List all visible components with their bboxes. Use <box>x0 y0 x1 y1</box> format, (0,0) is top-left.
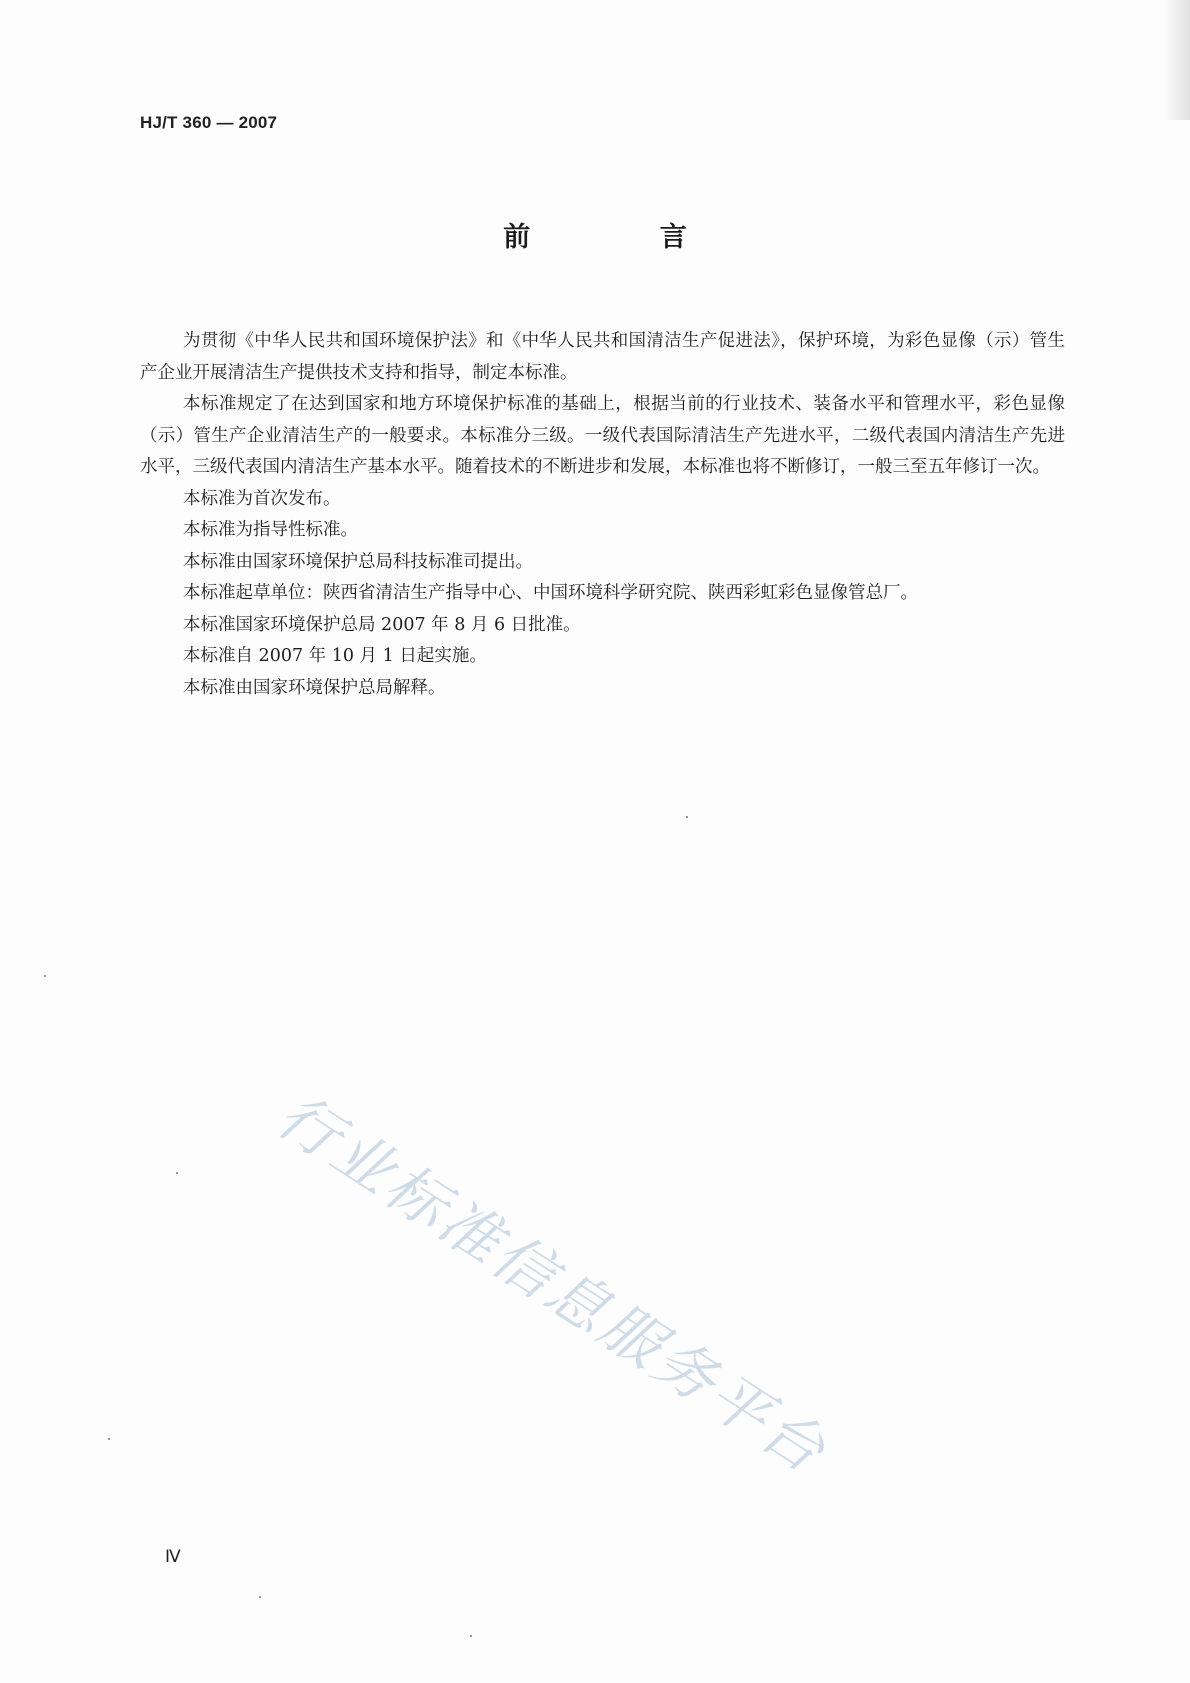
paragraph-guidance: 本标准为指导性标准。 <box>183 520 358 540</box>
foreword-body <box>140 326 1065 704</box>
page-number: Ⅳ <box>165 1547 181 1566</box>
paragraph-proposer: 本标准由国家环境保护总局科技标准司提出。 <box>183 551 533 572</box>
paragraph-approval: 本标准国家环境保护总局 2007 年 8 月 6 日批准。 <box>183 614 581 635</box>
paragraph-scope: 本标准规定了在达到国家和地方环境保护标准的基础上，根据当前的行业技术、装备水平和管理水平，彩色显像（示）管生产企业清洁生产的一般要求。本标准分三级。一级代表国际清洁生产先进水平，二级代表国内清洁生产先进水平，三级代表国内清洁生产基本水平。随着技术的不断进步和发展，本标准也将不断修订，一般三至五年修订一次。 <box>140 394 1065 477</box>
scan-speck <box>176 1172 178 1174</box>
scan-speck <box>686 816 688 818</box>
page-title: 前 言 <box>503 222 747 253</box>
scan-edge-shadow <box>1164 0 1190 120</box>
paragraph-effective-date: 本标准自 2007 年 10 月 1 日起实施。 <box>183 646 487 666</box>
paragraph-drafters: 本标准起草单位：陕西省清洁生产指导中心、中国环境科学研究院、陕西彩虹彩色显像管总厂。 <box>183 583 918 603</box>
scan-speck <box>108 1438 110 1440</box>
scan-speck <box>259 1596 261 1598</box>
watermark: 行业标准信息服务平台 <box>264 1080 840 1489</box>
standard-code: HJ/T 360 — 2007 <box>140 113 278 132</box>
scan-speck <box>470 1635 472 1637</box>
scan-speck <box>44 975 46 977</box>
paragraph-interpretation: 本标准由国家环境保护总局解释。 <box>183 677 446 698</box>
paragraph-purpose: 为贯彻《中华人民共和国环境保护法》和《中华人民共和国清洁生产促进法》，保护环境，为彩色显像（示）管生产企业开展清洁生产提供技术支持和指导，制定本标准。 <box>140 331 1065 383</box>
paragraph-first-release: 本标准为首次发布。 <box>183 488 341 509</box>
